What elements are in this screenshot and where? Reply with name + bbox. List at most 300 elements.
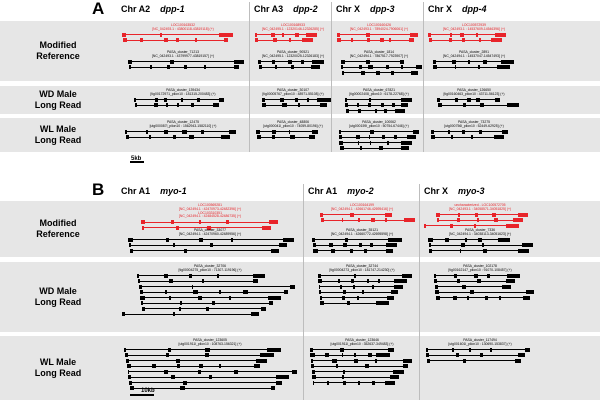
exon-block [320, 213, 322, 217]
pasa-transcript [431, 130, 508, 134]
exon-block [475, 213, 478, 217]
column-header [428, 4, 487, 14]
exon-block [122, 33, 126, 37]
track-label-line: [NC_042495.1 : 12320025-12326183] (+) [261, 53, 325, 58]
exon-block [478, 65, 480, 69]
exon-block [456, 353, 458, 357]
exon-block [221, 135, 231, 139]
exon-block [401, 141, 412, 145]
track-label-line: [NC_042494.1 : 14537047-14547493] (+) [442, 53, 506, 58]
exon-block [477, 218, 480, 222]
pasa-cluster-label [254, 89, 332, 97]
exon-block [212, 301, 216, 305]
intron-line [321, 220, 415, 221]
exon-block [179, 307, 181, 311]
row-label [0, 357, 116, 379]
exon-block [445, 238, 449, 242]
exon-block [198, 370, 201, 374]
row-label [0, 124, 116, 146]
exon-block [476, 98, 480, 102]
exon-block [193, 290, 197, 294]
exon-block [375, 359, 377, 363]
column-divider [423, 2, 424, 152]
reference-gene-label [424, 204, 536, 212]
pasa-cluster-label [336, 89, 422, 97]
exon-block [354, 353, 356, 357]
exon-block [130, 386, 134, 390]
exon-block [332, 359, 336, 363]
pasa-transcript [124, 348, 281, 352]
exon-block [343, 370, 345, 374]
gene-name: dpp-3 [370, 4, 395, 14]
exon-block [370, 243, 372, 247]
track-label-line: [NC_042495.1 : 12320146-12326285] (+) [261, 26, 325, 31]
pasa-transcript [140, 296, 280, 300]
exon-block [434, 279, 436, 283]
exon-block [213, 103, 219, 107]
exon-block [164, 38, 168, 42]
row-label-line: Long Read [34, 297, 82, 307]
exon-block [219, 364, 221, 368]
exon-block [522, 243, 533, 247]
exon-block [471, 135, 474, 139]
intron-line [125, 131, 235, 132]
pasa-transcript [313, 381, 395, 385]
pasa-transcript [127, 364, 260, 368]
row-label-line: Modified [39, 218, 77, 228]
reference-transcript [320, 213, 392, 217]
gene-name: myo-3 [458, 186, 485, 196]
exon-block [312, 375, 316, 379]
row-label [0, 40, 116, 62]
pasa-cluster-label [121, 89, 245, 97]
exon-block [166, 353, 169, 357]
exon-block [523, 296, 530, 300]
pasa-cluster-label [336, 121, 422, 129]
exon-block [460, 33, 463, 37]
exon-block [177, 103, 179, 107]
intron-line [426, 355, 525, 356]
pasa-transcript [436, 296, 530, 300]
exon-block [280, 98, 284, 102]
exon-block [368, 103, 371, 107]
exon-block [337, 38, 341, 42]
pasa-transcript [312, 375, 399, 379]
exon-block [448, 130, 450, 134]
exon-block [210, 243, 213, 247]
track-label-line: PASA_cluster_7336 [464, 228, 496, 232]
pasa-transcript [129, 243, 286, 247]
column-divider [331, 2, 332, 152]
exon-block [289, 38, 291, 42]
exon-block [469, 348, 472, 352]
row-label-line: WD Male [39, 286, 77, 296]
exon-block [141, 301, 143, 305]
track-label-line: [tig00005767_pilon10 : 48971-55108] (+) [262, 91, 324, 96]
exon-block [452, 348, 454, 352]
exon-block [198, 296, 202, 300]
chromosome-label: Chr A1 [121, 186, 151, 196]
pasa-transcript [126, 359, 267, 363]
exon-block [164, 370, 168, 374]
exon-block [164, 274, 168, 278]
exon-block [525, 348, 530, 352]
exon-block [413, 130, 420, 134]
exon-block [455, 98, 458, 102]
exon-block [343, 243, 347, 247]
exon-block [302, 38, 313, 42]
reference-transcript [141, 220, 278, 224]
reference-transcript [321, 218, 415, 222]
pasa-cluster-label [424, 339, 536, 347]
exon-block [477, 279, 480, 283]
chromosome-label: Chr X [336, 4, 361, 14]
track-label-line: PASA_cluster_67821 [363, 88, 395, 92]
exon-block [384, 109, 387, 113]
pasa-cluster-label [428, 89, 520, 97]
exon-block [339, 135, 342, 139]
exon-block [253, 274, 266, 278]
exon-block [483, 60, 487, 64]
exon-block [317, 98, 331, 102]
exon-block [434, 274, 436, 278]
exon-block [495, 98, 499, 102]
track-label-line: [NC_042493.1 : 43800118-43819118] (+) [152, 26, 214, 31]
exon-block [386, 249, 393, 253]
exon-block [234, 65, 239, 69]
panel-letter: B [92, 180, 105, 199]
exon-block [125, 353, 128, 357]
row-label-line: Modified [39, 40, 77, 50]
track-label-line: PASA_cluster_102178 [463, 264, 497, 268]
exon-block [229, 296, 231, 300]
exon-block [195, 38, 197, 42]
exon-block [318, 279, 322, 283]
exon-block [140, 290, 144, 294]
exon-block [424, 224, 426, 228]
track-label-line: PASA_cluster_73275 [458, 120, 490, 124]
exon-block [128, 238, 132, 242]
track-label-line: PASA_cluster_1814 [363, 50, 395, 54]
pasa-transcript [339, 130, 420, 134]
track-label-line: [NC_042493.1 : 34058571-34051825] (+) [448, 206, 512, 211]
pasa-transcript [427, 359, 521, 363]
exon-block [393, 370, 404, 374]
exon-block [182, 130, 186, 134]
pasa-transcript [339, 141, 412, 145]
exon-block [480, 353, 482, 357]
exon-block [436, 213, 440, 217]
pasa-transcript [320, 301, 389, 305]
pasa-transcript [130, 249, 279, 253]
exon-block [463, 359, 465, 363]
track-label-line: PASA_cluster_123605 [193, 338, 227, 342]
pasa-cluster-label [254, 51, 332, 59]
track-label-line: PASA_cluster_90521 [277, 50, 309, 54]
intron-line [127, 366, 260, 367]
row-label-line: Reference [36, 229, 80, 239]
reference-transcript [255, 38, 313, 42]
exon-block [134, 98, 136, 102]
exon-block [319, 285, 321, 289]
pasa-transcript [318, 274, 412, 278]
intron-line [142, 308, 266, 309]
reference-transcript [424, 224, 519, 228]
track-label-line: LOC103310351 [198, 210, 222, 215]
intron-line [337, 34, 418, 35]
exon-block [482, 243, 484, 247]
exon-block [494, 135, 504, 139]
exon-block [259, 65, 262, 69]
exon-block [169, 296, 171, 300]
pasa-transcript [122, 312, 259, 316]
exon-block [364, 249, 367, 253]
intron-line [426, 349, 530, 350]
exon-block [427, 359, 431, 363]
exon-block [271, 33, 275, 37]
gene-name: dpp-1 [160, 4, 185, 14]
track-label-line: PASA_cluster_32744 [346, 264, 378, 268]
exon-block [288, 60, 292, 64]
intron-line [427, 360, 521, 361]
exon-block [370, 130, 374, 134]
pasa-transcript [435, 290, 534, 294]
column-header [308, 186, 374, 196]
pasa-transcript [258, 60, 323, 64]
exon-block [191, 103, 194, 107]
exon-block [205, 348, 209, 352]
exon-block [209, 375, 211, 379]
gene-name: dpp-2 [293, 4, 318, 14]
exon-block [492, 213, 496, 217]
exon-block [515, 359, 520, 363]
exon-block [164, 98, 166, 102]
pasa-transcript [345, 103, 408, 107]
exon-block [460, 249, 462, 253]
pasa-transcript [140, 290, 289, 294]
pasa-transcript [129, 381, 282, 385]
pasa-transcript [434, 274, 520, 278]
reference-transcript [437, 218, 523, 222]
row-label [0, 286, 116, 308]
exon-block [372, 381, 375, 385]
exon-block [345, 238, 348, 242]
exon-block [433, 65, 436, 69]
intron-line [122, 314, 259, 315]
exon-block [219, 98, 224, 102]
exon-block [283, 238, 294, 242]
exon-block [183, 381, 187, 385]
pasa-cluster-label [121, 121, 245, 129]
exon-block [467, 296, 469, 300]
exon-block [372, 285, 375, 289]
exon-block [251, 312, 259, 316]
pasa-transcript [342, 71, 419, 75]
reference-transcript [428, 33, 506, 37]
exon-block [391, 290, 398, 294]
exon-block [346, 109, 349, 113]
exon-block [453, 296, 457, 300]
column-header [254, 4, 318, 14]
exon-block [388, 238, 402, 242]
exon-block [392, 103, 395, 107]
pasa-cluster-label [428, 121, 520, 129]
exon-block [518, 249, 529, 253]
exon-block [320, 301, 323, 305]
exon-block [403, 359, 413, 363]
exon-block [429, 243, 431, 247]
exon-block [166, 103, 168, 107]
exon-block [498, 238, 510, 242]
exon-block [351, 279, 354, 283]
exon-block [401, 98, 412, 102]
reference-transcript [123, 38, 228, 42]
track-label-line: [utg001911l_pilon10 : 108763-156321] (+) [178, 341, 242, 346]
exon-block [204, 65, 206, 69]
exon-block [312, 238, 315, 242]
exon-block [284, 290, 288, 294]
intron-line [434, 281, 515, 282]
exon-block [389, 38, 391, 42]
exon-block [206, 307, 209, 311]
exon-block [276, 381, 282, 385]
exon-block [437, 98, 440, 102]
reference-transcript [255, 33, 317, 37]
column-header [424, 186, 485, 196]
exon-block [380, 38, 384, 42]
exon-block [394, 279, 407, 283]
exon-block [343, 381, 346, 385]
exon-block [518, 353, 526, 357]
pasa-transcript [257, 135, 315, 139]
exon-block [401, 146, 408, 150]
exon-block [342, 71, 345, 75]
exon-block [243, 290, 247, 294]
exon-block [506, 279, 516, 283]
exon-block [345, 103, 347, 107]
track-label-line: LOC100163532 [171, 23, 195, 27]
pasa-cluster-label [424, 229, 536, 237]
track-label-line: [NC_042494.1 : 7867517-7923907] (+) [349, 53, 409, 58]
intron-line [138, 281, 258, 282]
intron-line [339, 131, 420, 132]
exon-block [336, 364, 338, 368]
intron-line [130, 250, 279, 251]
exon-block [467, 98, 471, 102]
exon-block [462, 285, 465, 289]
exon-block [129, 381, 132, 385]
exon-block [394, 285, 402, 289]
track-label-line: [tig00002408_pilon10 : 6178-22768] (+) [349, 91, 409, 96]
exon-block [470, 290, 474, 294]
exon-block [403, 364, 408, 368]
exon-block [135, 103, 137, 107]
intron-line [141, 303, 273, 304]
pasa-transcript [341, 65, 422, 69]
exon-block [217, 274, 219, 278]
intron-line [128, 239, 294, 240]
reference-gene-label [308, 204, 416, 212]
exon-block [394, 135, 398, 139]
exon-block [388, 348, 394, 352]
exon-block [386, 65, 390, 69]
track-label-line: PASA_cluster_117494 [463, 338, 497, 342]
exon-block [262, 103, 266, 107]
exon-block [478, 238, 482, 242]
exon-block [128, 375, 130, 379]
exon-block [256, 130, 260, 134]
exon-block [272, 135, 275, 139]
exon-block [435, 290, 439, 294]
chromosome-label: Chr A1 [308, 186, 338, 196]
exon-block [409, 38, 414, 42]
pasa-transcript [320, 296, 394, 300]
exon-block [219, 290, 221, 294]
intron-line [122, 34, 233, 35]
exon-block [125, 130, 127, 134]
pasa-transcript [437, 98, 499, 102]
exon-block [298, 103, 300, 107]
exon-block [262, 98, 265, 102]
pasa-transcript [129, 65, 239, 69]
pasa-transcript [345, 98, 412, 102]
exon-block [276, 375, 289, 379]
exon-block [387, 141, 390, 145]
exon-block [358, 218, 360, 222]
exon-block [454, 274, 457, 278]
exon-block [311, 359, 313, 363]
intron-line [345, 105, 408, 106]
exon-block [197, 98, 200, 102]
exon-block [224, 38, 228, 42]
row-label-line: WL Male [39, 124, 77, 134]
exon-block [506, 224, 519, 228]
chromosome-label: Chr A3 [254, 4, 284, 14]
exon-block [462, 130, 465, 134]
exon-block [429, 249, 432, 253]
pasa-transcript [128, 370, 297, 374]
exon-block [433, 60, 436, 64]
exon-block [170, 60, 174, 64]
pasa-transcript [259, 65, 321, 69]
intron-line [313, 382, 395, 383]
exon-block [390, 375, 399, 379]
exon-block [199, 220, 201, 224]
exon-block [253, 279, 259, 283]
exon-block [291, 65, 295, 69]
exon-block [168, 348, 171, 352]
exon-block [358, 109, 361, 113]
exon-block [127, 364, 131, 368]
exon-block [370, 141, 372, 145]
track-label-line: PASA_cluster_48806 [277, 120, 309, 124]
exon-block [255, 33, 257, 37]
exon-block [312, 60, 324, 64]
track-label-line: [NC_042494.1 : 42661746-42695416] (+) [330, 206, 394, 211]
exon-block [138, 279, 140, 283]
exon-block [275, 65, 278, 69]
exon-block [339, 141, 342, 145]
track-label-line: [utg000159l_pilon10 : 50754-67446] (+) [349, 123, 409, 128]
exon-block [401, 103, 408, 107]
exon-block [462, 38, 465, 42]
exon-block [428, 33, 430, 37]
exon-block [369, 135, 371, 139]
exon-block [502, 285, 511, 289]
pasa-transcript [134, 98, 224, 102]
track-label-line: [NC_042493.1 : 7894024-7906061] (+) [349, 26, 409, 31]
exon-block [416, 65, 422, 69]
